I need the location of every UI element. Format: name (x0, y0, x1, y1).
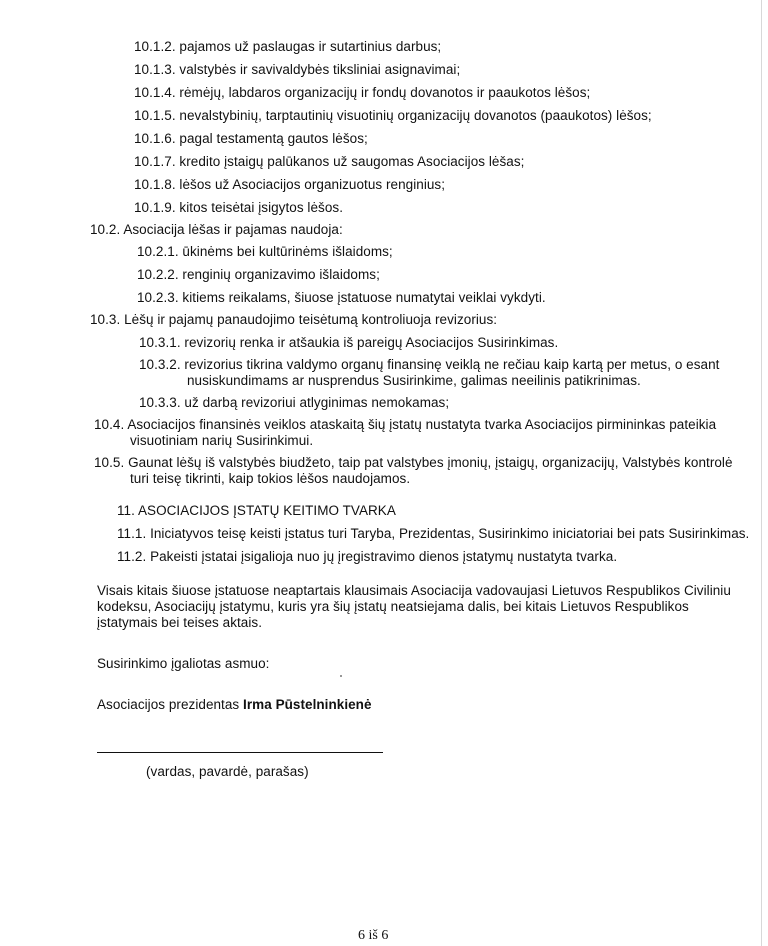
item-10-3-3: 10.3.3. už darbą revizoriui atlyginimas nemokamas; (139, 395, 450, 410)
item-10-5-continuation: turi teisę tikrinti, kaip tokios lėšos naudojamos. (130, 471, 411, 486)
item-10-1-3: 10.1.3. valstybės ir savivaldybės tiksliniai asignavimai; (134, 62, 461, 77)
signature-caption: (vardas, pavardė, parašas) (146, 764, 309, 779)
item-11-2: 11.2. Pakeisti įstatai įsigalioja nuo jų įregistravimo dienos įstatymų nustatyta tvarka. (117, 549, 618, 564)
item-10-1-9: 10.1.9. kitos teisėtai įsigytos lėšos. (134, 200, 344, 215)
item-10-2-2: 10.2.2. renginių organizavimo išlaidoms; (137, 267, 380, 282)
item-10-1-2: 10.1.2. pajamos už paslaugas ir sutartinius darbus; (134, 39, 442, 54)
signature-line (97, 752, 383, 753)
item-10-1-4: 10.1.4. rėmėjų, labdaros organizacijų ir fondų dovanotos ir paaukotos lėšos; (134, 85, 591, 100)
president-label: Asociacijos prezidentas (97, 697, 240, 712)
item-10-2: 10.2. Asociacija lėšas ir pajamas naudoja: (90, 222, 343, 237)
item-10-4: 10.4. Asociacijos finansinės veiklos ataskaitą šių įstatų nustatyta tvarka Asociacijos pirmininkas pateikia (94, 417, 717, 432)
item-10-5: 10.5. Gaunat lėšų iš valstybės biudžeto, taip pat valstybes įmonių, įstaigų, organizacijų, Valstybės kontrolė (94, 455, 733, 470)
closing-line-1: Visais kitais šiuose įstatuose neaptartais klausimais Asociacija vadovaujasi Lietuvos Respublikos Civiliniu (97, 583, 731, 598)
president-name: Irma Pūstelninkienė (243, 697, 372, 712)
closing-line-3: įstatymais bei teises aktais. (97, 615, 263, 630)
speck (340, 675, 342, 677)
item-10-1-8: 10.1.8. lėšos už Asociacijos organizuotus renginius; (134, 177, 446, 192)
page-number: 6 iš 6 (358, 928, 389, 943)
item-10-3: 10.3. Lėšų ir pajamų panaudojimo teisėtumą kontroliuoja revizorius: (90, 312, 498, 327)
page-edge (761, 0, 762, 946)
item-10-2-3: 10.2.3. kitiems reikalams, šiuose įstatuose numatytai veiklai vykdyti. (137, 290, 546, 305)
item-11-1: 11.1. Iniciatyvos teisę keisti įstatus turi Taryba, Prezidentas, Susirinkimo iniciatoriai bei pats Susirinkimas. (117, 526, 750, 541)
item-10-4-continuation: visuotiniam narių Susirinkimui. (130, 433, 314, 448)
closing-line-2: kodeksu, Asociacijų įstatymu, kuris yra šių įstatų neatsiejama dalis, bei kitais Lietuvos Respublikos (97, 599, 689, 614)
item-10-1-7: 10.1.7. kredito įstaigų palūkanos už saugomas Asociacijos lėšas; (134, 154, 525, 169)
item-10-1-5: 10.1.5. nevalstybinių, tarptautinių visuotinių organizacijų dovanotos (paaukotos) lėšos; (134, 108, 652, 123)
president-line (97, 697, 372, 713)
item-10-1-6: 10.1.6. pagal testamentą gautos lėšos; (134, 131, 368, 146)
authorized-person-label: Susirinkimo įgaliotas asmuo: (97, 656, 270, 671)
item-10-3-1: 10.3.1. revizorių renka ir atšaukia iš pareigų Asociacijos Susirinkimas. (139, 335, 559, 350)
item-10-2-1: 10.2.1. ūkinėms bei kultūrinėms išlaidoms; (137, 244, 393, 259)
item-10-3-2: 10.3.2. revizorius tikrina valdymo organų finansinę veiklą ne rečiau kaip kartą per metus, o esant (139, 357, 720, 372)
item-10-3-2-continuation: nusiskundimams ar nusprendus Susirinkime, galimas neeilinis patikrinimas. (187, 373, 641, 388)
section-11-heading: 11. ASOCIACIJOS ĮSTATŲ KEITIMO TVARKA (117, 503, 396, 518)
